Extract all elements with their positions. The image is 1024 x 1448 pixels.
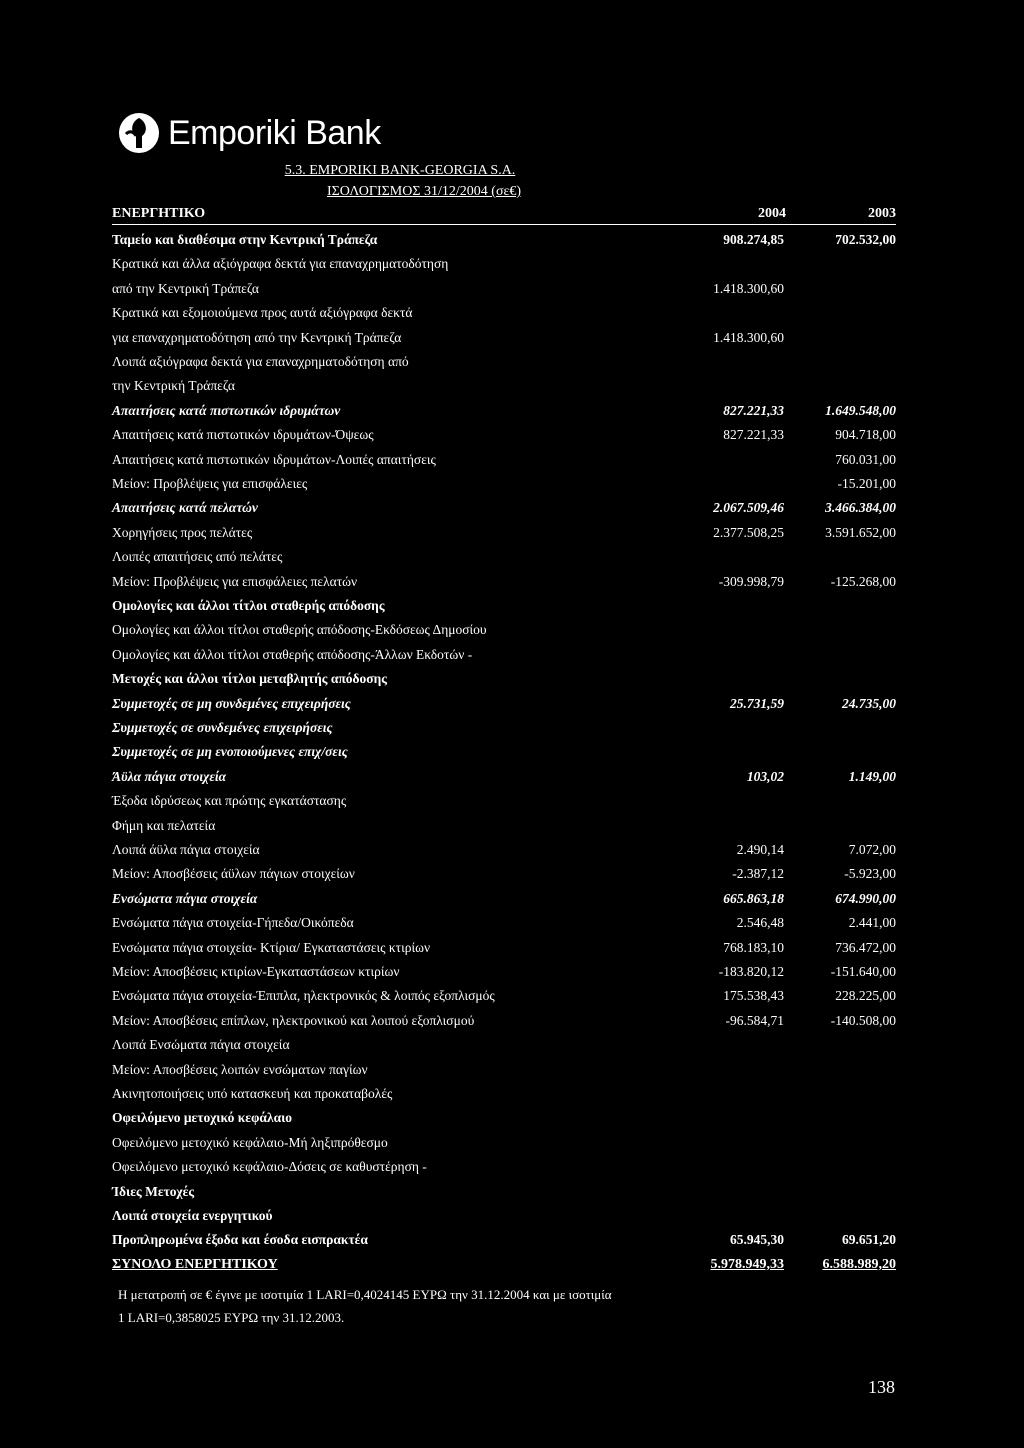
header-label: ΕΝΕΡΓΗΤΙΚΟ [112,206,206,221]
table-row [112,1135,896,1155]
row-value-2004: 908.274,85 [723,232,784,247]
table-row [112,452,896,472]
row-value-2004: 2.377.508,25 [713,524,784,540]
row-label: Χορηγήσεις προς πελάτες [112,524,253,540]
table-row [112,1232,896,1252]
row-label: Ομολογίες και άλλοι τίτλοι σταθερής απόδοσης-Άλλων Εκδοτών - [112,646,473,662]
row-label: Ομολογίες και άλλοι τίτλοι σταθερής απόδοσης-Εκδόσεως Δημοσίου [112,622,487,638]
row-label: Συμμετοχές σε συνδεμένες επιχειρήσεις [112,720,333,735]
table-row [112,574,896,594]
total-value-2003: 6.588.989,20 [822,1256,896,1272]
row-value-2004: 65.945,30 [730,1232,784,1248]
row-label: Μετοχές και άλλοι τίτλοι μεταβλητής απόδοσης [112,671,387,687]
total-row [112,1257,896,1277]
table-row [112,1110,896,1130]
statement-title: ΙΣΟΛΟΓΙΣΜΟΣ 31/12/2004 (σε€) [326,184,522,199]
row-value-2003: 760.031,00 [835,451,896,467]
table-row [112,1086,896,1106]
table-row [112,281,896,301]
row-label: Οφειλόμενο μετοχικό κεφάλαιο-Δόσεις σε καθυστέρηση - [112,1159,427,1175]
row-value-2004: -96.584,71 [725,1012,784,1028]
row-label: Οφειλόμενο μετοχικό κεφάλαιο [112,1110,293,1126]
row-label: Συμμετοχές σε μη συνδεμένες επιχειρήσεις [112,695,351,711]
row-value-2004: 103,02 [746,768,784,784]
table-row [112,769,896,789]
row-label: Ταμείο και διαθέσιμα στην Κεντρική Τράπεζα [112,232,378,247]
row-value-2003: 1.149,00 [848,768,896,784]
row-label: Απαιτήσεις κατά πιστωτικών ιδρυμάτων-Λοιπές απαιτήσεις [112,451,436,467]
table-row [112,793,896,813]
row-value-2004: 768.183,10 [723,939,784,955]
row-label: από την Κεντρική Τράπεζα [112,280,260,296]
table-row [112,866,896,886]
row-value-2003: -125.268,00 [830,573,896,589]
table-row [112,403,896,423]
table-row [112,1062,896,1082]
total-value-2004: 5.978.949,33 [710,1256,784,1272]
row-value-2004: -2.387,12 [732,866,784,882]
row-label: Απαιτήσεις κατά πελατών [112,500,258,516]
table-row [112,232,896,252]
row-value-2003: 3.591.652,00 [825,524,896,540]
row-label: Φήμη και πελατεία [112,817,216,833]
row-value-2004: 1.418.300,60 [713,280,784,296]
table-row [112,354,896,374]
table-row [112,378,896,398]
table-row [112,427,896,447]
total-label: ΣΥΝΟΛΟ ΕΝΕΡΓΗΤΙΚΟΥ [112,1256,278,1272]
row-label: Μείον: Αποσβέσεις κτιρίων-Εγκαταστάσεων κτιρίων [112,964,400,979]
row-value-2004: 827.221,33 [723,427,784,443]
emporiki-logo-icon [118,112,160,154]
row-label: Λοιπά στοιχεία ενεργητικού [112,1208,273,1223]
table-row [112,1184,896,1204]
row-value-2004: 2.546,48 [736,915,784,931]
row-value-2003: 3.466.384,00 [825,500,896,516]
table-row [112,598,896,618]
row-label: Άϋλα πάγια στοιχεία [112,768,227,784]
table-row [112,818,896,838]
table-row [112,1013,896,1033]
row-value-2003: 736.472,00 [835,939,896,955]
table-row [112,842,896,862]
row-value-2004: 25.731,59 [730,695,784,711]
row-label: Ενσώματα πάγια στοιχεία [112,890,258,906]
table-row [112,891,896,911]
table-row [112,256,896,276]
row-label: Ίδιες Μετοχές [112,1183,195,1199]
header-year-2003: 2003 [868,206,896,221]
brand-logo [118,112,381,154]
row-label: Οφειλόμενο μετοχικό κεφάλαιο-Μή ληξιπρόθεσμο [112,1134,388,1150]
table-row [112,525,896,545]
row-label: Ενσώματα πάγια στοιχεία-Έπιπλα, ηλεκτρονικός & λοιπός εξοπλισμός [112,988,495,1004]
row-label: Μείον: Προβλέψεις για επισφάλειες πελατών [112,573,358,589]
table-row [112,964,896,984]
conversion-note-1: Η μετατροπή σε € έγινε με ισοτιμία 1 LARI=0,4024145 ΕΥΡΩ την 31.12.2004 και με ισοτιμία [118,1287,612,1302]
row-value-2004: 827.221,33 [723,402,784,418]
table-row [112,549,896,569]
section-title: 5.3. EMPORIKI BANK-GEORGIA S.A. [284,163,516,178]
row-value-2003: -151.640,00 [830,964,896,979]
row-value-2003: 2.441,00 [848,915,896,931]
conversion-note-2: 1 LARI=0,3858025 ΕΥΡΩ την 31.12.2003. [118,1310,345,1325]
table-header [112,206,896,225]
row-value-2004: 175.538,43 [723,988,784,1004]
row-value-2003: 702.532,00 [835,232,896,247]
row-label: Ομολογίες και άλλοι τίτλοι σταθερής απόδοσης [112,598,385,613]
row-label: Ενσώματα πάγια στοιχεία-Γήπεδα/Οικόπεδα [112,915,354,931]
row-value-2003: 904.718,00 [835,427,896,443]
table-row [112,671,896,691]
row-value-2003: 7.072,00 [848,842,896,857]
row-label: Μείον: Προβλέψεις για επισφάλειες [112,476,308,491]
row-value-2003: -140.508,00 [830,1012,896,1028]
row-label: Ακινητοποιήσεις υπό κατασκευή και προκαταβολές [112,1086,393,1101]
row-value-2003: 24.735,00 [842,695,896,711]
row-label: Λοιπά αξιόγραφα δεκτά για επαναχρηματοδότηση από [112,354,409,369]
row-label: Κρατικά και άλλα αξιόγραφα δεκτά για επαναχρηματοδότηση [112,256,449,272]
table-row [112,1037,896,1057]
table-row [112,1208,896,1228]
table-row [112,696,896,716]
row-label: Συμμετοχές σε μη ενοποιούμενες επιχ/σεις [112,744,348,760]
row-label: Λοιπά άϋλα πάγια στοιχεία [112,842,260,857]
table-row [112,744,896,764]
row-label: για επαναχρηματοδότηση από την Κεντρική Τράπεζα [112,329,402,345]
table-row [112,330,896,350]
row-value-2003: -15.201,00 [837,476,896,491]
row-label: Κρατικά και εξομοιούμενα προς αυτά αξιόγραφα δεκτά [112,305,413,321]
table-row [112,647,896,667]
row-label: Λοιπές απαιτήσεις από πελάτες [112,549,283,565]
row-label: Μείον: Αποσβέσεις άϋλων πάγιων στοιχείων [112,866,355,882]
row-label: Προπληρωμένα έξοδα και έσοδα εισπρακτέα [112,1232,368,1248]
page-number: 138 [868,1377,895,1397]
row-value-2003: -5.923,00 [844,866,896,882]
row-value-2003: 228.225,00 [835,988,896,1004]
header-year-2004: 2004 [758,206,786,221]
table-row [112,476,896,496]
row-label: Λοιπά Ενσώματα πάγια στοιχεία [112,1037,290,1053]
row-label: Μείον: Αποσβέσεις λοιπών ενσώματων παγίων [112,1061,368,1077]
table-row [112,940,896,960]
row-value-2004: 2.490,14 [736,842,784,857]
table-row [112,1159,896,1179]
row-value-2003: 1.649.548,00 [825,402,896,418]
row-label: Έξοδα ιδρύσεως και πρώτης εγκατάστασης [112,793,347,809]
table-row [112,622,896,642]
table-row [112,915,896,935]
row-label: Απαιτήσεις κατά πιστωτικών ιδρυμάτων-Όψεως [112,427,374,443]
table-row [112,305,896,325]
row-label: Απαιτήσεις κατά πιστωτικών ιδρυμάτων [112,402,341,418]
table-row [112,720,896,740]
row-value-2004: 665.863,18 [723,890,784,906]
row-value-2004: -309.998,79 [718,573,784,589]
row-label: Μείον: Αποσβέσεις επίπλων, ηλεκτρονικού και λοιπού εξοπλισμού [112,1012,475,1028]
row-value-2004: -183.820,12 [718,964,784,979]
row-label: την Κεντρική Τράπεζα [112,378,235,394]
row-value-2004: 2.067.509,46 [713,500,784,516]
brand-name: Emporiki Bank [168,113,381,152]
table-row [112,500,896,520]
row-value-2003: 674.990,00 [835,890,896,906]
row-label: Ενσώματα πάγια στοιχεία- Κτίρια/ Εγκαταστάσεις κτιρίων [112,939,431,955]
row-value-2004: 1.418.300,60 [713,329,784,345]
table-row [112,988,896,1008]
row-value-2003: 69.651,20 [842,1232,896,1248]
